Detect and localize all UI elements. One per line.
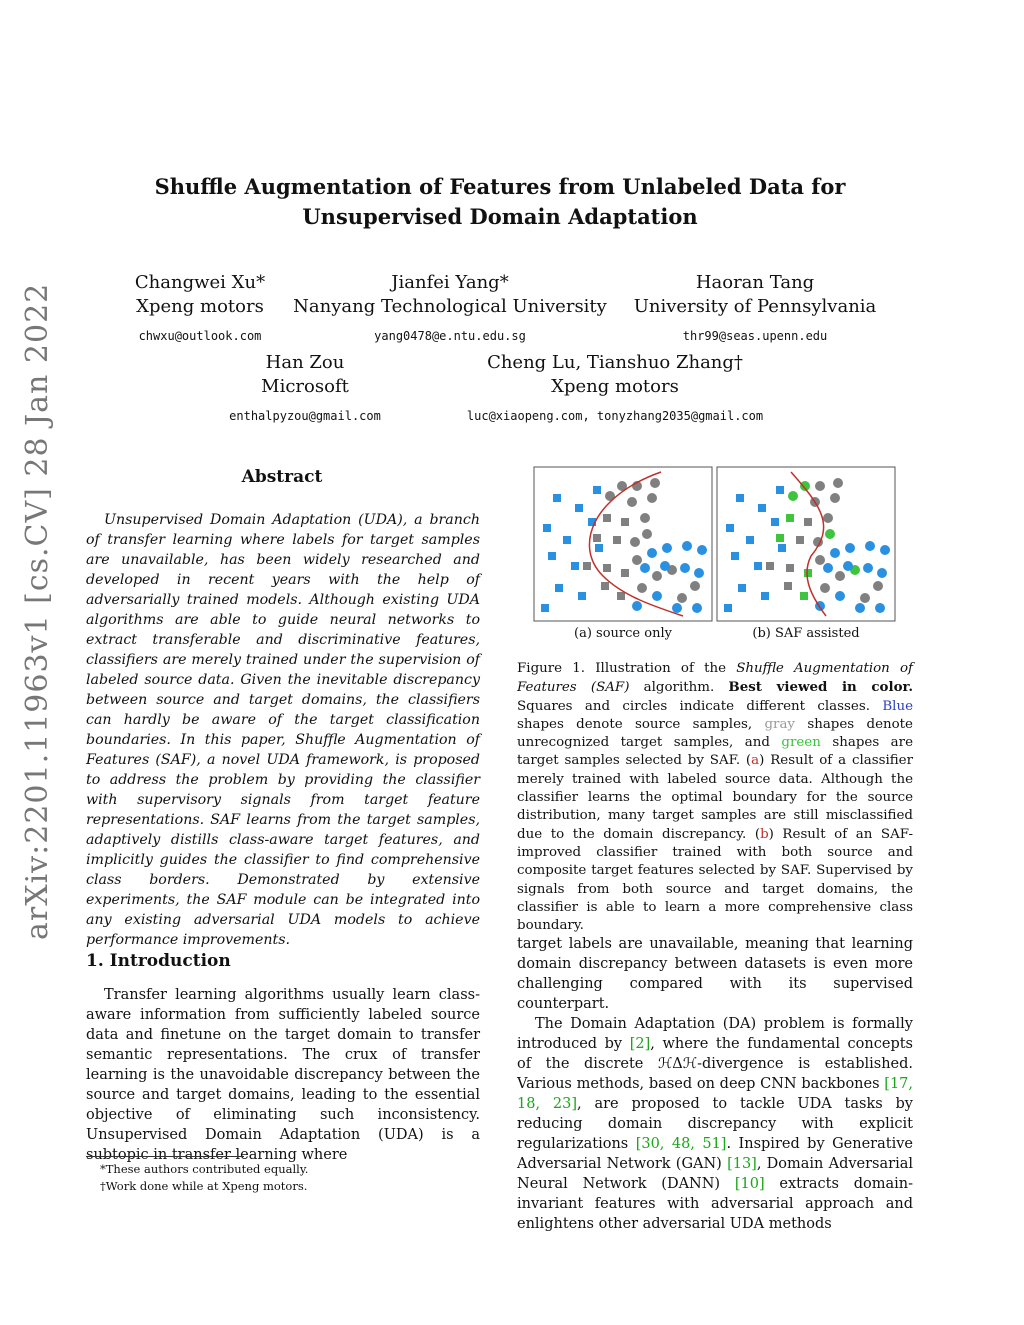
- arxiv-sidebar-id: arXiv:2201.11963v1 [cs.CV] 28 Jan 2022: [20, 282, 55, 940]
- text: , where the fundamental concepts of the discrete: [517, 1036, 913, 1072]
- target-circle-marker: [835, 571, 845, 581]
- target-circle-marker: [677, 593, 687, 603]
- target-circle-marker: [815, 555, 825, 565]
- target-square-marker: [583, 562, 591, 570]
- subfigure-b-caption: (b) SAF assisted: [752, 626, 860, 641]
- citation-link[interactable]: [10]: [734, 1176, 765, 1192]
- source-circle-marker: [823, 563, 833, 573]
- target-circle-marker: [830, 493, 840, 503]
- source-circle-marker: [697, 545, 707, 555]
- citation-link[interactable]: [17, 18, 23]: [517, 1076, 913, 1112]
- source-square-marker: [724, 604, 732, 612]
- source-circle-marker: [694, 568, 704, 578]
- text: , are proposed to tackle UDA tasks by reducing domain discrepancy with explicit regularizations: [517, 1096, 914, 1152]
- target-square-marker: [776, 534, 784, 542]
- subfigure-a-caption: (a) source only: [574, 626, 672, 641]
- introduction-heading: 1. Introduction: [86, 951, 231, 971]
- source-circle-marker: [845, 543, 855, 553]
- title-line-2: Unsupervised Domain Adaptation: [302, 204, 698, 229]
- citation-link[interactable]: [2]: [629, 1036, 651, 1052]
- author-affiliation: Microsoft: [261, 376, 349, 397]
- source-square-marker: [553, 494, 561, 502]
- author-block: [200, 351, 410, 428]
- source-circle-marker: [647, 548, 657, 558]
- target-circle-marker: [637, 583, 647, 593]
- caption-text: Best viewed in color.: [728, 679, 913, 696]
- author-name: Changwei Xu*: [134, 272, 266, 293]
- source-circle-marker: [855, 603, 865, 613]
- source-square-marker: [541, 604, 549, 612]
- author-name: Jianfei Yang*: [391, 272, 509, 293]
- caption-text: ) Result of an SAF-improved classifier trained with both source and composite target features selected by SAF. Supervised by signals from both source and target domains, the classifier is able to learn a more comprehensive class boundary.: [517, 826, 913, 934]
- target-square-marker: [786, 514, 794, 522]
- source-square-marker: [738, 584, 746, 592]
- author-affiliation: University of Pennsylvania: [633, 296, 877, 317]
- target-circle-marker: [632, 555, 642, 565]
- intro-paragraph-1: Transfer learning algorithms usually learn class-aware information from sufficiently labeled source data and finetune on the target domain to transfer semantic representations. The crux of transfer learning is the unavoidable discrepancy between the source and target domains, leading to the essential objective of eliminating such inconsistency. Unsupervised Domain Adaptation (UDA) is a subtopic in transfer learning where: [86, 987, 480, 1163]
- author-name: Haoran Tang: [695, 272, 815, 293]
- intro-continuation: target labels are unavailable, meaning that learning domain discrepancy between datasets is even more challenging compared with its supervised counterpart.: [517, 936, 913, 1012]
- intro-paragraph-right: [517, 934, 913, 1234]
- title-line-1: Shuffle Augmentation of Features from Unlabeled Data for: [154, 174, 846, 199]
- author-email[interactable]: enthalpyzou@gmail.com: [229, 409, 381, 423]
- source-circle-marker: [672, 603, 682, 613]
- target-circle-marker: [820, 583, 830, 593]
- math-divergence: ℋΔℋ: [657, 1056, 698, 1072]
- source-circle-marker: [863, 563, 873, 573]
- figure-1b-plot: [716, 466, 896, 622]
- target-square-marker: [617, 592, 625, 600]
- intro-paragraph-2: [517, 1014, 913, 1234]
- citation-link[interactable]: [30, 48, 51]: [635, 1136, 727, 1152]
- source-circle-marker: [662, 543, 672, 553]
- footnote-rule: [86, 1156, 244, 1157]
- target-square-marker: [603, 564, 611, 572]
- caption-text: Shuffle Augmentation of Features (SAF): [517, 661, 914, 696]
- source-circle-marker: [865, 541, 875, 551]
- paper-title: [0, 172, 1000, 232]
- caption-text: shapes denote source samples,: [517, 716, 765, 732]
- target-square-marker: [601, 582, 609, 590]
- text: The Domain Adaptation (DA) problem is formally introduced by: [517, 1016, 913, 1052]
- target-circle-marker: [788, 491, 798, 501]
- author-block: [625, 271, 885, 348]
- source-square-marker: [578, 592, 586, 600]
- source-circle-marker: [843, 561, 853, 571]
- target-square-marker: [603, 514, 611, 522]
- target-square-marker: [796, 536, 804, 544]
- target-circle-marker: [627, 497, 637, 507]
- text: . Inspired by Generative Adversarial Network (GAN): [517, 1136, 913, 1172]
- target-circle-marker: [873, 581, 883, 591]
- source-square-marker: [761, 592, 769, 600]
- source-circle-marker: [632, 601, 642, 611]
- target-circle-marker: [652, 571, 662, 581]
- author-email[interactable]: luc@xiaopeng.com, tonyzhang2035@gmail.com: [466, 409, 764, 423]
- caption-link[interactable]: b: [760, 826, 769, 842]
- source-square-marker: [595, 544, 603, 552]
- author-block: [100, 271, 300, 348]
- target-square-marker: [593, 534, 601, 542]
- target-circle-marker: [823, 513, 833, 523]
- source-circle-marker: [835, 591, 845, 601]
- source-circle-marker: [877, 568, 887, 578]
- source-square-marker: [543, 524, 551, 532]
- target-circle-marker: [825, 529, 835, 539]
- caption-text: algorithm.: [629, 680, 729, 696]
- figure-1-caption: [517, 660, 913, 935]
- author-email[interactable]: thr99@seas.upenn.edu: [682, 329, 828, 343]
- abstract-text: Unsupervised Domain Adaptation (UDA), a branch of transfer learning where labels for target samples are unavailable, has been widely researched and developed in recent years with the help of adversarially trained models. Although existing UDA algorithms are able to guide neural networks to extract transferable and discriminative features, classifiers are merely trained under the supervision of labeled source data. Given the inevitable discrepancy between source and target domains, the classifiers can hardly be aware of the target classification boundaries. In this paper, Shuffle Augmentation of Features (SAF), a novel UDA framework, is proposed to address the problem by providing the classifier with supervisory signals from target feature representations. SAF learns from the target samples, adaptively distills class-aware target features, and implicitly guides the classifier to find comprehensive class borders. Demonstrated by extensive experiments, the SAF module can be integrated into any existing adversarial UDA models to achieve performance improvements.: [86, 512, 480, 948]
- source-circle-marker: [640, 563, 650, 573]
- author-affiliation: Nanyang Technological University: [293, 296, 607, 317]
- author-affiliation: Xpeng motors: [136, 296, 264, 317]
- source-square-marker: [593, 486, 601, 494]
- target-circle-marker: [642, 529, 652, 539]
- source-square-marker: [754, 562, 762, 570]
- author-name: Han Zou: [265, 352, 345, 373]
- source-circle-marker: [682, 541, 692, 551]
- author-block: [290, 271, 610, 348]
- caption-text: Blue: [882, 698, 913, 714]
- author-affiliation: Xpeng motors: [551, 376, 679, 397]
- caption-text: Figure 1. Illustration of the: [517, 661, 737, 676]
- target-square-marker: [621, 569, 629, 577]
- target-circle-marker: [690, 581, 700, 591]
- source-square-marker: [776, 486, 784, 494]
- caption-text: ) Result of a classifier merely trained with labeled source data. Although the classifier learns the optimal boundary for the source distribution, many target samples are still misclassified due to the domain discrepancy. (: [517, 753, 913, 842]
- text: extracts domain-invariant features with adversarial approach and enlightens other adversarial UDA methods: [517, 1176, 913, 1232]
- source-square-marker: [555, 584, 563, 592]
- target-circle-marker: [630, 537, 640, 547]
- figure-1a-plot: [533, 466, 713, 622]
- source-circle-marker: [830, 548, 840, 558]
- caption-text: shapes are target samples selected by SAF. (: [517, 735, 913, 769]
- source-square-marker: [731, 552, 739, 560]
- source-circle-marker: [875, 603, 885, 613]
- target-square-marker: [784, 582, 792, 590]
- source-square-marker: [736, 494, 744, 502]
- target-circle-marker: [833, 478, 843, 488]
- text: , Domain Adversarial Neural Network (DANN): [517, 1156, 913, 1192]
- source-circle-marker: [880, 545, 890, 555]
- source-circle-marker: [680, 563, 690, 573]
- target-circle-marker: [640, 513, 650, 523]
- footnote-equal-contribution: *These authors contributed equally.: [100, 1162, 309, 1176]
- target-circle-marker: [860, 593, 870, 603]
- source-circle-marker: [692, 603, 702, 613]
- source-square-marker: [771, 518, 779, 526]
- author-name: Cheng Lu, Tianshuo Zhang†: [487, 352, 743, 373]
- caption-text: shapes denote unrecognized target samples, and: [517, 716, 913, 751]
- source-circle-marker: [652, 591, 662, 601]
- source-square-marker: [563, 536, 571, 544]
- source-circle-marker: [660, 561, 670, 571]
- source-square-marker: [746, 536, 754, 544]
- target-square-marker: [800, 592, 808, 600]
- footnote-xpeng: †Work done while at Xpeng motors.: [100, 1179, 308, 1193]
- caption-text: green: [781, 735, 821, 751]
- target-square-marker: [804, 569, 812, 577]
- citation-link[interactable]: [13]: [727, 1156, 757, 1172]
- source-square-marker: [758, 504, 766, 512]
- target-circle-marker: [815, 481, 825, 491]
- target-circle-marker: [647, 493, 657, 503]
- source-square-marker: [575, 504, 583, 512]
- author-email[interactable]: yang0478@e.ntu.edu.sg: [374, 329, 526, 343]
- text: -divergence is established. Various methods, based on deep CNN backbones: [517, 1056, 914, 1092]
- target-square-marker: [613, 536, 621, 544]
- abstract-heading: Abstract: [241, 467, 323, 487]
- source-square-marker: [778, 544, 786, 552]
- target-square-marker: [766, 562, 774, 570]
- author-block: [430, 351, 800, 428]
- target-square-marker: [804, 518, 812, 526]
- source-square-marker: [726, 524, 734, 532]
- caption-link[interactable]: a: [751, 753, 760, 769]
- source-square-marker: [571, 562, 579, 570]
- caption-text: Squares and circles indicate different classes.: [517, 698, 883, 714]
- target-square-marker: [621, 518, 629, 526]
- author-email[interactable]: chwxu@outlook.com: [138, 329, 262, 343]
- target-circle-marker: [650, 478, 660, 488]
- source-square-marker: [548, 552, 556, 560]
- target-square-marker: [786, 564, 794, 572]
- caption-text: gray: [764, 716, 795, 732]
